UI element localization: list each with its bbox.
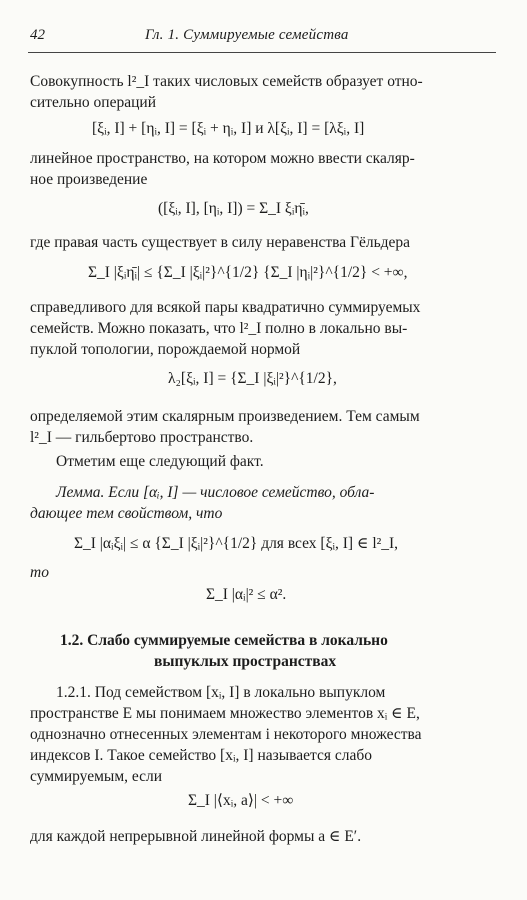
paragraph-line: сительно операций: [30, 94, 156, 111]
equation-operations: [ξᵢ, I] + [ηᵢ, I] = [ξᵢ + ηᵢ, I] и λ[ξᵢ, I] = [λξᵢ, I]: [92, 120, 365, 137]
equation-norm: λ₂[ξᵢ, I] = {Σ_I |ξᵢ|²}^{1/2},: [168, 370, 337, 387]
paragraph-line: семейств. Можно показать, что l²_I полно в локально вы-: [30, 320, 408, 337]
paragraph-line: линейное пространство, на котором можно ввести скаляр-: [30, 150, 415, 167]
paragraph-line: для каждой непрерывной линейной формы a ∈ E′.: [30, 828, 362, 845]
page-number: 42: [30, 27, 45, 43]
section-heading: 1.2. Слабо суммируемые семейства в локально: [60, 632, 388, 649]
equation-inner-product: ([ξᵢ, I], [ηᵢ, I]) = Σ_I ξᵢη̄ᵢ,: [158, 200, 309, 217]
running-header: Гл. 1. Суммируемые семейства: [145, 27, 349, 43]
section-heading: выпуклых пространствах: [154, 653, 337, 670]
paragraph-line: l²_I — гильбертово пространство.: [30, 429, 254, 446]
paragraph-line: пространстве E мы понимаем множество элементов xᵢ ∈ E,: [30, 705, 420, 722]
paragraph-line: однозначно отнесенных элементам i некоторого множества: [30, 726, 422, 743]
paragraph-line: пуклой топологии, порождаемой нормой: [30, 341, 301, 358]
paragraph-line: справедливого для всякой пары квадратично суммируемых: [30, 299, 421, 316]
lemma-line: дающее тем свойством, что: [30, 505, 223, 522]
lemma-line: Лемма. Если [αᵢ, I] — числовое семейство, обла-: [56, 484, 375, 501]
equation-weak-sum: Σ_I |⟨xᵢ, a⟩| < +∞: [188, 792, 294, 809]
header-rule: [28, 52, 496, 53]
equation-holder: Σ_I |ξᵢη̄ᵢ| ≤ {Σ_I |ξᵢ|²}^{1/2} {Σ_I |ηᵢ|²}^{1/2} < +∞,: [88, 264, 408, 281]
paragraph-line: 1.2.1. Под семейством [xᵢ, I] в локально выпуклом: [56, 684, 386, 701]
paragraph-line: суммируемым, если: [30, 768, 163, 785]
equation-lemma-result: Σ_I |αᵢ|² ≤ α².: [206, 586, 287, 603]
paragraph-line: индексов I. Такое семейство [xᵢ, I] называется слабо: [30, 747, 373, 764]
paragraph-line: определяемой этим скалярным произведением. Тем самым: [30, 408, 420, 425]
paragraph-line: Отметим еще следующий факт.: [56, 453, 264, 470]
paragraph-line: Совокупность l²_I таких числовых семейств образует отно-: [30, 73, 423, 90]
paragraph-line: где правая часть существует в силу неравенства Гёльдера: [30, 234, 411, 251]
lemma-line: то: [30, 564, 49, 581]
paragraph-line: ное произведение: [30, 171, 148, 188]
equation-lemma-condition: Σ_I |αᵢξᵢ| ≤ α {Σ_I |ξᵢ|²}^{1/2} для всех [ξᵢ, I] ∈ l²_I,: [74, 535, 399, 552]
